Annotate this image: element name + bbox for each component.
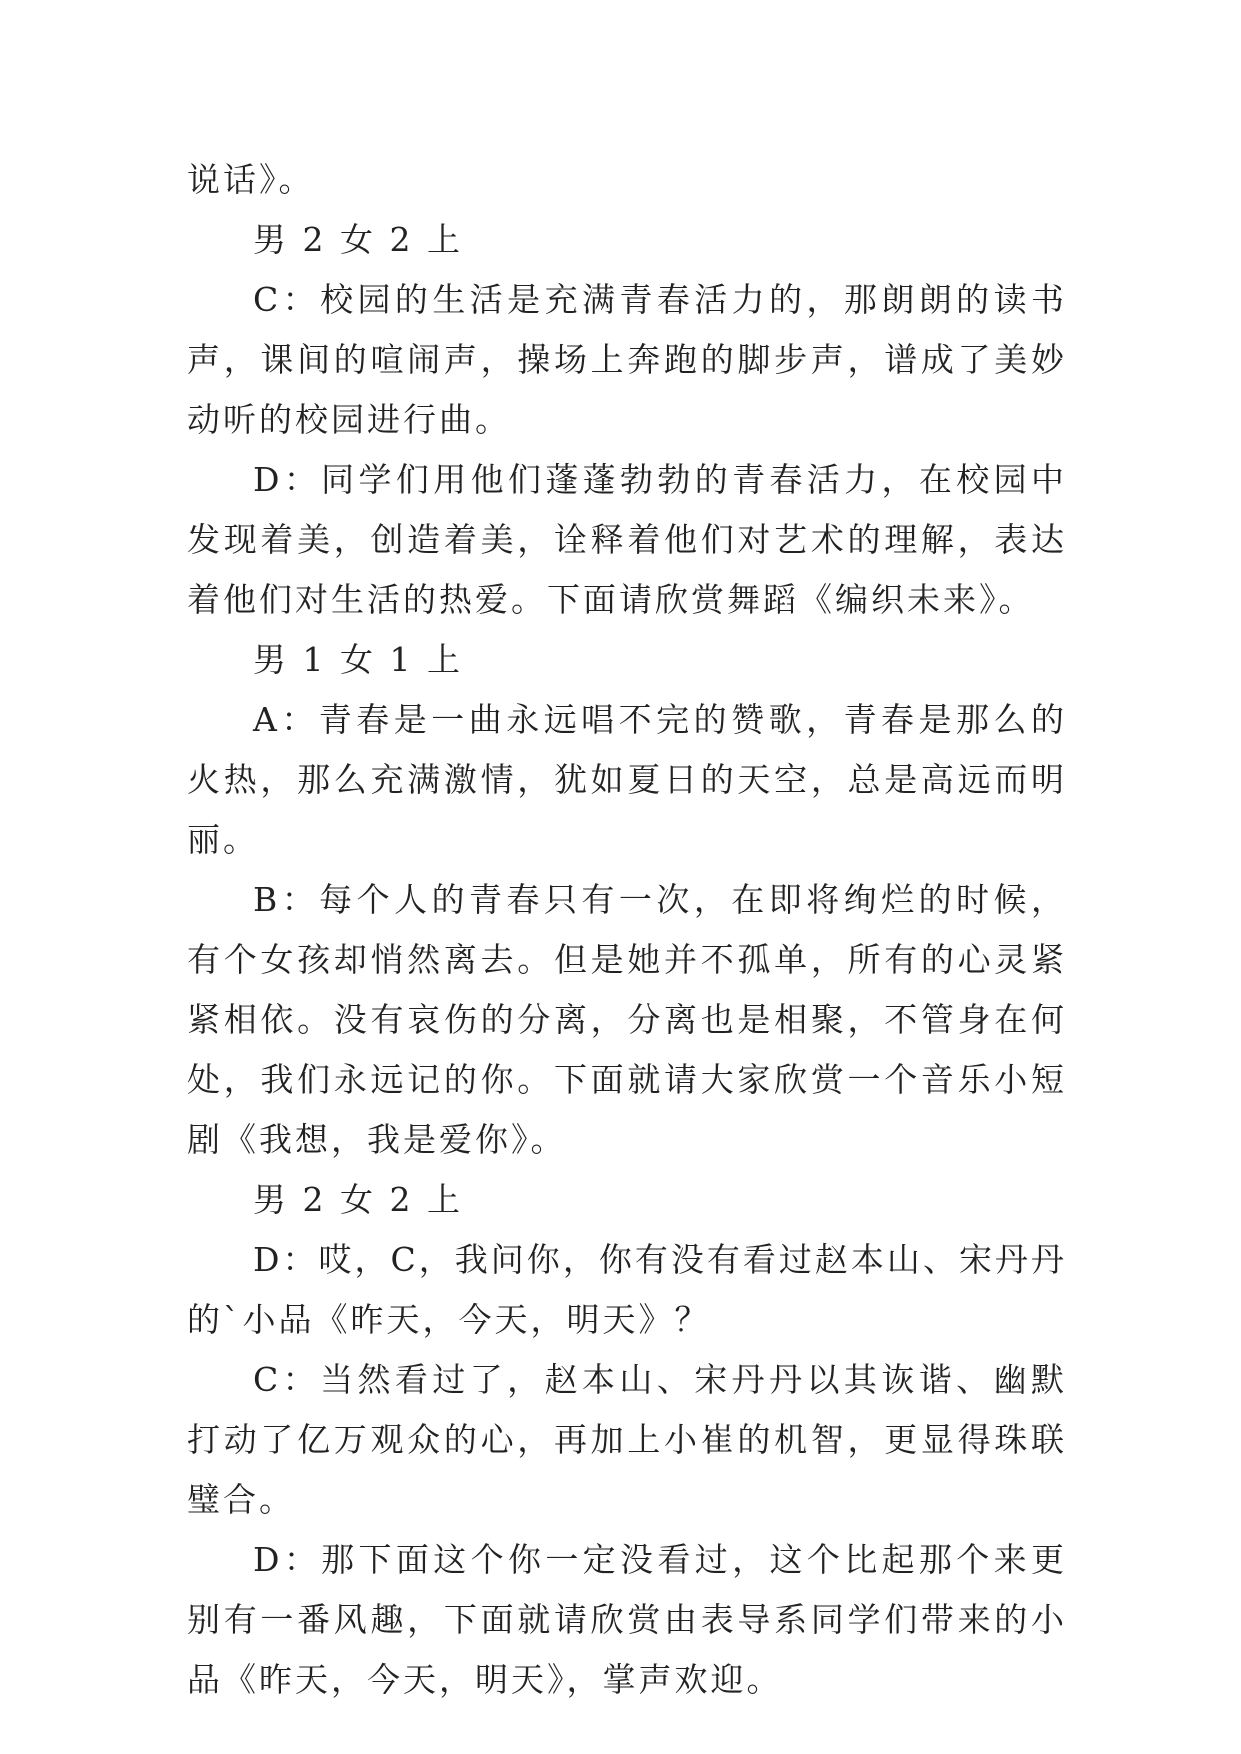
paragraph: D：哎，C，我问你，你有没有看过赵本山、宋丹丹的`小品《昨天，今天，明天》？ — [187, 1240, 1067, 1339]
paragraph: C：校园的生活是充满青春活力的，那朗朗的读书声，课间的喧闹声，操场上奔跑的脚步声，谱成了美妙动听的校园进行曲。 — [187, 280, 1067, 439]
paragraph: B：每个人的青春只有一次，在即将绚烂的时候，有个女孩却悄然离去。但是她并不孤单，所有的心灵紧紧相依。没有哀伤的分离，分离也是相聚，不管身在何处，我们永远记的你。下面就请大家欣赏一个音乐小短剧《我想，我是爱你》。 — [187, 880, 1067, 1159]
paragraph: D：同学们用他们蓬蓬勃勃的青春活力，在校园中发现着美，创造着美，诠释着他们对艺术的理解，表达着他们对生活的热爱。下面请欣赏舞蹈《编织未来》。 — [187, 460, 1067, 619]
stage-direction: 男 2 女 2 上 — [253, 220, 463, 259]
stage-direction: 男 1 女 1 上 — [253, 640, 463, 679]
paragraph: A：青春是一曲永远唱不完的赞歌，青春是那么的火热，那么充满激情，犹如夏日的天空，总是高远而明丽。 — [187, 700, 1067, 859]
document-body — [187, 150, 1067, 1710]
paragraph: D：那下面这个你一定没看过，这个比起那个来更别有一番风趣，下面就请欣赏由表导系同学们带来的小品《昨天，今天，明天》，掌声欢迎。 — [187, 1540, 1067, 1699]
stage-direction: 男 2 女 2 上 — [253, 1180, 463, 1219]
paragraph: 说话》。 — [187, 160, 315, 199]
paragraph: C：当然看过了，赵本山、宋丹丹以其诙谐、幽默打动了亿万观众的心，再加上小崔的机智，更显得珠联璧合。 — [187, 1360, 1067, 1519]
